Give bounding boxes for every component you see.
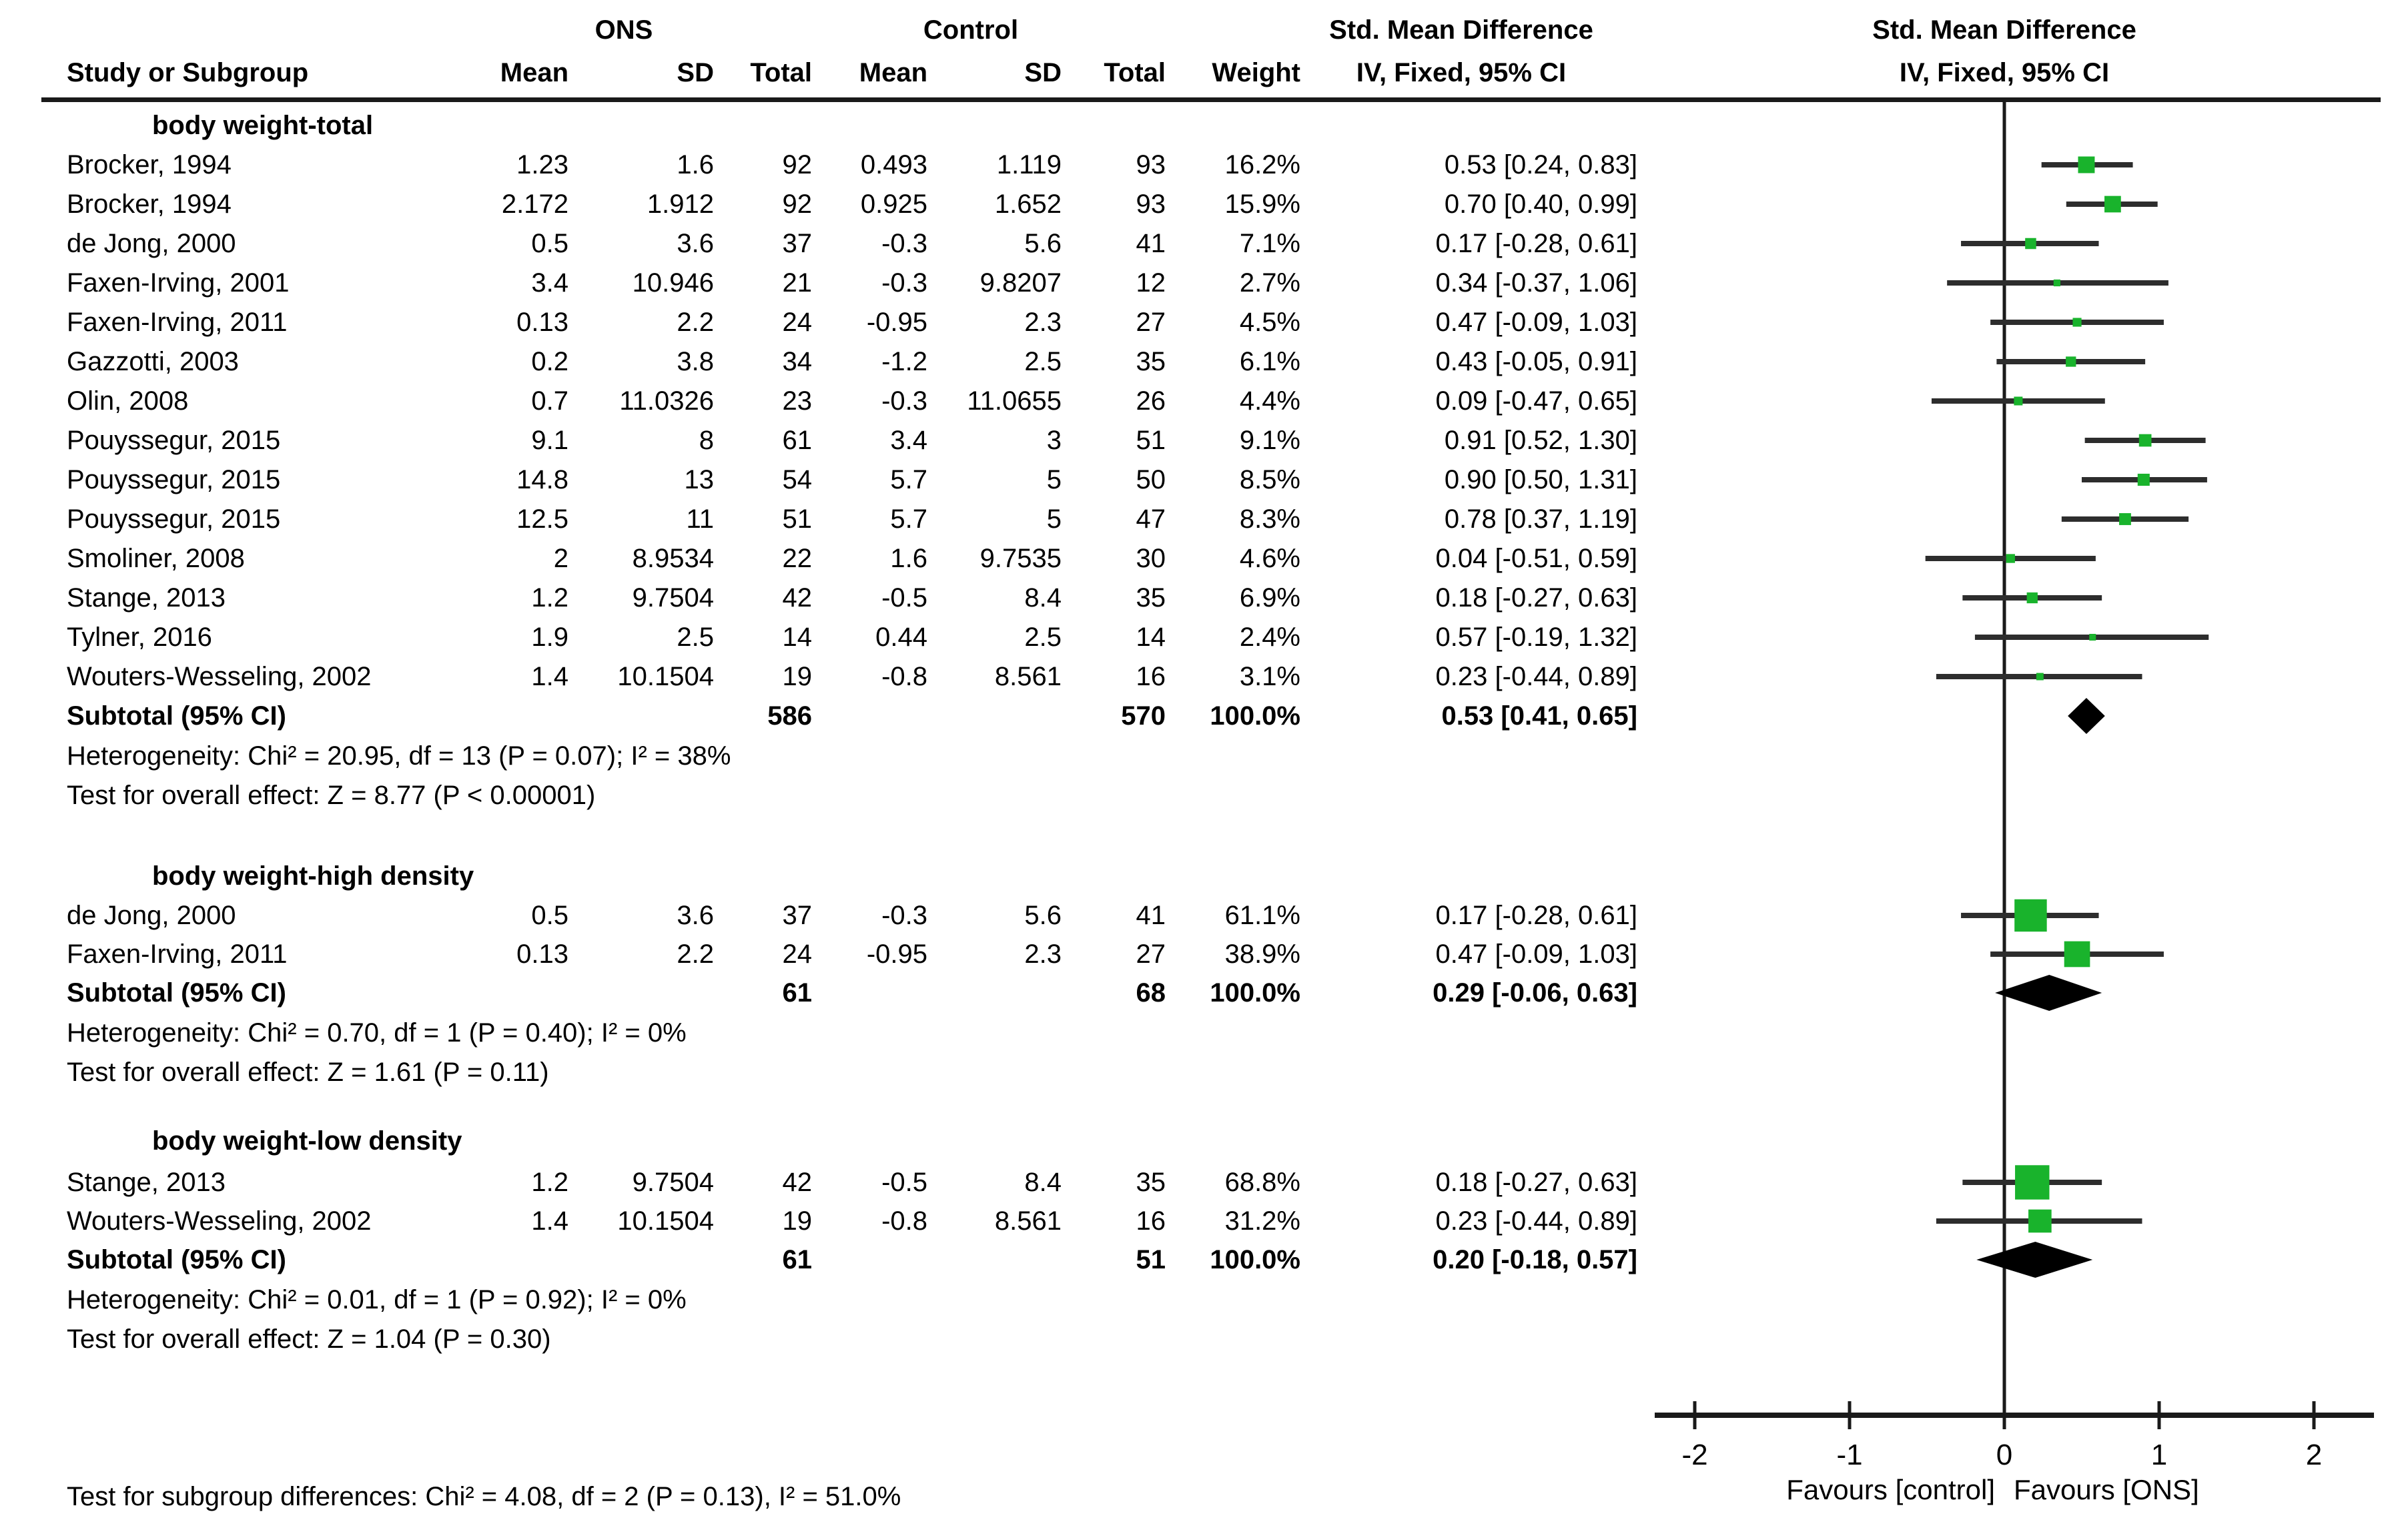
study-label: de Jong, 2000	[67, 229, 236, 258]
weight-value: 9.1%	[1239, 426, 1300, 455]
axis-tick-label: -1	[1836, 1439, 1863, 1471]
subtotal-label: Subtotal (95% CI)	[67, 701, 286, 731]
effect-square	[2064, 941, 2090, 968]
ons_mean-value: 2	[553, 544, 568, 573]
ctrl_mean-value: -0.3	[881, 268, 927, 298]
subtotal-control-total: 570	[1121, 701, 1166, 731]
ons-mean-header: Mean	[500, 58, 568, 87]
ons_sd-value: 11.0326	[619, 386, 714, 416]
ons_mean-value: 14.8	[516, 465, 568, 494]
ctrl_mean-value: 0.493	[860, 150, 927, 179]
heterogeneity-text: Heterogeneity: Chi² = 0.01, df = 1 (P = 0.92); I² = 0%	[67, 1285, 687, 1314]
ons_mean-value: 2.172	[501, 189, 568, 219]
study-column-header: Study or Subgroup	[67, 58, 309, 87]
ons_total-value: 34	[782, 347, 812, 376]
weight-value: 68.8%	[1224, 1168, 1300, 1197]
effect-square	[2066, 356, 2076, 366]
ctrl_mean-value: 0.44	[875, 623, 927, 652]
column-group-ons-label: ONS	[594, 15, 653, 45]
effect-square	[2014, 899, 2046, 931]
ctrl_total-value: 35	[1136, 1168, 1166, 1197]
ctrl_total-value: 27	[1136, 308, 1166, 337]
ons_sd-value: 11	[686, 504, 714, 534]
axis-tick-label: 0	[1996, 1439, 2013, 1471]
subtotal-ci-text: 0.29 [-0.06, 0.63]	[1433, 978, 1637, 1008]
weight-value: 3.1%	[1239, 662, 1300, 691]
ci-text: 0.17 [-0.28, 0.61]	[1435, 229, 1637, 258]
ctrl_sd-value: 2.5	[1024, 623, 1062, 652]
ci-text: 0.70 [0.40, 0.99]	[1444, 189, 1637, 219]
ctrl_mean-value: 3.4	[890, 426, 927, 455]
subtotal-diamond	[2068, 698, 2105, 734]
heterogeneity-text: Heterogeneity: Chi² = 0.70, df = 1 (P = 0.40); I² = 0%	[67, 1018, 687, 1048]
ctrl_total-value: 35	[1136, 347, 1166, 376]
subgroup-header: body weight-low density	[152, 1126, 462, 1156]
favours-ons-label: Favours [ONS]	[2014, 1474, 2199, 1505]
ons-sd-header: SD	[677, 58, 714, 87]
ons_mean-value: 0.5	[531, 229, 568, 258]
subgroup-header: body weight-total	[152, 111, 374, 140]
ctrl_mean-value: -0.3	[881, 901, 927, 930]
heterogeneity-text: Heterogeneity: Chi² = 20.95, df = 13 (P = 0.07); I² = 38%	[67, 741, 731, 771]
ci-text: 0.47 [-0.09, 1.03]	[1435, 308, 1637, 337]
effect-square	[2104, 196, 2121, 213]
study-label: Stange, 2013	[67, 583, 226, 613]
overall-effect-text: Test for overall effect: Z = 1.04 (P = 0.30)	[67, 1324, 551, 1354]
ons_total-value: 37	[782, 229, 812, 258]
effect-square	[2072, 318, 2081, 326]
ctrl_mean-value: -0.5	[881, 1168, 927, 1197]
favours-control-label: Favours [control]	[1786, 1474, 1995, 1505]
subtotal-label: Subtotal (95% CI)	[67, 978, 286, 1008]
ons_total-value: 92	[782, 189, 812, 219]
ons_sd-value: 10.946	[632, 268, 714, 298]
ons_mean-value: 1.4	[531, 662, 568, 691]
subtotal-diamond	[1976, 1242, 2092, 1278]
effect-square	[2139, 434, 2152, 447]
ctrl_mean-value: 5.7	[890, 465, 927, 494]
axis-tick-label: -2	[1681, 1439, 1708, 1471]
ci-text: 0.53 [0.24, 0.83]	[1444, 150, 1637, 179]
weight-value: 6.1%	[1239, 347, 1300, 376]
effect-square	[2025, 238, 2036, 250]
control-sd-header: SD	[1024, 58, 1062, 87]
ons_sd-value: 2.2	[677, 308, 714, 337]
ons_sd-value: 10.1504	[617, 662, 714, 691]
ons_sd-value: 2.5	[677, 623, 714, 652]
ctrl_total-value: 14	[1136, 623, 1166, 652]
effect-square	[2006, 554, 2015, 562]
ons-total-header: Total	[750, 58, 812, 87]
weight-value: 4.4%	[1239, 386, 1300, 416]
subgroup-differences-test: Test for subgroup differences: Chi² = 4.08, df = 2 (P = 0.13), I² = 51.0%	[67, 1482, 901, 1511]
study-label: Pouyssegur, 2015	[67, 426, 281, 455]
ci-text: 0.23 [-0.44, 0.89]	[1435, 1206, 1637, 1236]
ons_mean-value: 0.2	[531, 347, 568, 376]
ci-text: 0.17 [-0.28, 0.61]	[1435, 901, 1637, 930]
effect-square	[2138, 474, 2150, 486]
ctrl_sd-value: 5.6	[1024, 229, 1062, 258]
ctrl_mean-value: -0.8	[881, 662, 927, 691]
ctrl_mean-value: -0.8	[881, 1206, 927, 1236]
ons_total-value: 14	[782, 623, 812, 652]
effect-square	[2015, 1165, 2049, 1199]
study-label: de Jong, 2000	[67, 901, 236, 930]
axis-tick-label: 1	[2150, 1439, 2168, 1471]
smd-header-right: Std. Mean Difference	[1872, 15, 2136, 45]
ctrl_mean-value: -0.5	[881, 583, 927, 613]
subtotal-ons-total: 61	[782, 1245, 812, 1274]
method-header-right: IV, Fixed, 95% CI	[1899, 58, 2110, 87]
ons_total-value: 61	[782, 426, 812, 455]
ons_total-value: 92	[782, 150, 812, 179]
ctrl_sd-value: 1.119	[996, 150, 1062, 179]
ctrl_sd-value: 9.7535	[979, 544, 1062, 573]
ctrl_total-value: 93	[1136, 150, 1166, 179]
ons_total-value: 19	[782, 1206, 812, 1236]
ci-text: 0.47 [-0.09, 1.03]	[1435, 939, 1637, 969]
ctrl_sd-value: 2.3	[1024, 939, 1062, 969]
weight-value: 31.2%	[1224, 1206, 1300, 1236]
ons_total-value: 54	[782, 465, 812, 494]
ctrl_sd-value: 8.561	[994, 662, 1062, 691]
ctrl_mean-value: 1.6	[890, 544, 927, 573]
ci-text: 0.18 [-0.27, 0.63]	[1435, 1168, 1637, 1197]
ctrl_total-value: 16	[1136, 1206, 1166, 1236]
ons_total-value: 24	[782, 308, 812, 337]
ons_mean-value: 9.1	[531, 426, 568, 455]
ctrl_mean-value: -0.95	[866, 939, 927, 969]
ons_mean-value: 0.13	[516, 308, 568, 337]
weight-value: 38.9%	[1224, 939, 1300, 969]
ctrl_mean-value: -1.2	[881, 347, 927, 376]
subtotal-ons-total: 61	[782, 978, 812, 1008]
ctrl_total-value: 12	[1136, 268, 1166, 298]
ons_mean-value: 0.5	[531, 901, 568, 930]
weight-value: 4.5%	[1239, 308, 1300, 337]
ctrl_total-value: 27	[1136, 939, 1166, 969]
study-label: Pouyssegur, 2015	[67, 465, 281, 494]
ctrl_mean-value: 0.925	[860, 189, 927, 219]
weight-value: 2.7%	[1239, 268, 1300, 298]
ctrl_sd-value: 2.3	[1024, 308, 1062, 337]
subtotal-weight: 100.0%	[1210, 978, 1300, 1008]
ons_total-value: 37	[782, 901, 812, 930]
ctrl_total-value: 51	[1136, 426, 1166, 455]
weight-value: 8.3%	[1239, 504, 1300, 534]
ons_sd-value: 8	[699, 426, 714, 455]
weight-value: 15.9%	[1224, 189, 1300, 219]
weight-value: 61.1%	[1224, 901, 1300, 930]
ons_mean-value: 3.4	[531, 268, 568, 298]
ctrl_total-value: 93	[1136, 189, 1166, 219]
subtotal-ci-text: 0.20 [-0.18, 0.57]	[1433, 1245, 1637, 1274]
ons_mean-value: 1.9	[531, 623, 568, 652]
ci-text: 0.91 [0.52, 1.30]	[1444, 426, 1637, 455]
study-label: Smoliner, 2008	[67, 544, 245, 573]
ons_sd-value: 8.9534	[632, 544, 714, 573]
ctrl_sd-value: 3	[1046, 426, 1062, 455]
study-label: Faxen-Irving, 2001	[67, 268, 290, 298]
ci-text: 0.23 [-0.44, 0.89]	[1435, 662, 1637, 691]
ctrl_mean-value: -0.95	[866, 308, 927, 337]
subtotal-ons-total: 586	[767, 701, 812, 731]
smd-header-left: Std. Mean Difference	[1329, 15, 1593, 45]
study-label: Olin, 2008	[67, 386, 189, 416]
overall-effect-text: Test for overall effect: Z = 1.61 (P = 0.11)	[67, 1058, 549, 1087]
subtotal-weight: 100.0%	[1210, 701, 1300, 731]
ons_sd-value: 3.8	[677, 347, 714, 376]
ons_total-value: 51	[782, 504, 812, 534]
method-header-left: IV, Fixed, 95% CI	[1356, 58, 1567, 87]
ctrl_total-value: 26	[1136, 386, 1166, 416]
ctrl_total-value: 35	[1136, 583, 1166, 613]
ctrl_mean-value: -0.3	[881, 386, 927, 416]
ons_sd-value: 13	[684, 465, 714, 494]
ons_mean-value: 1.2	[531, 583, 568, 613]
effect-square	[2078, 157, 2094, 173]
subtotal-label: Subtotal (95% CI)	[67, 1245, 286, 1274]
axis-tick-label: 2	[2305, 1439, 2323, 1471]
ons_sd-value: 1.912	[647, 189, 714, 219]
ons_mean-value: 0.7	[531, 386, 568, 416]
ons_sd-value: 3.6	[677, 901, 714, 930]
study-label: Faxen-Irving, 2011	[67, 308, 288, 337]
ctrl_total-value: 50	[1136, 465, 1166, 494]
effect-square	[2119, 513, 2131, 525]
study-label: Wouters-Wesseling, 2002	[67, 1206, 372, 1236]
weight-value: 8.5%	[1239, 465, 1300, 494]
control-total-header: Total	[1104, 58, 1166, 87]
ci-text: 0.90 [0.50, 1.31]	[1444, 465, 1637, 494]
ctrl_sd-value: 5	[1046, 504, 1062, 534]
weight-value: 6.9%	[1239, 583, 1300, 613]
ons_total-value: 42	[782, 583, 812, 613]
ons_mean-value: 1.4	[531, 1206, 568, 1236]
ctrl_total-value: 47	[1136, 504, 1166, 534]
ci-text: 0.04 [-0.51, 0.59]	[1435, 544, 1637, 573]
ctrl_total-value: 30	[1136, 544, 1166, 573]
ons_mean-value: 12.5	[516, 504, 568, 534]
ctrl_sd-value: 8.4	[1024, 1168, 1062, 1197]
study-label: Gazzotti, 2003	[67, 347, 239, 376]
ci-text: 0.78 [0.37, 1.19]	[1444, 504, 1637, 534]
ctrl_total-value: 41	[1136, 229, 1166, 258]
ons_sd-value: 3.6	[677, 229, 714, 258]
effect-square	[2089, 634, 2096, 641]
ctrl_total-value: 41	[1136, 901, 1166, 930]
effect-square	[2036, 673, 2044, 681]
ci-text: 0.34 [-0.37, 1.06]	[1435, 268, 1637, 298]
ctrl_sd-value: 11.0655	[967, 386, 1062, 416]
ons_sd-value: 1.6	[677, 150, 714, 179]
ons_total-value: 22	[782, 544, 812, 573]
ons_mean-value: 1.2	[531, 1168, 568, 1197]
ctrl_sd-value: 9.8207	[979, 268, 1062, 298]
subtotal-control-total: 51	[1136, 1245, 1166, 1274]
subtotal-weight: 100.0%	[1210, 1245, 1300, 1274]
overall-effect-text: Test for overall effect: Z = 8.77 (P < 0.00001)	[67, 781, 596, 810]
weight-value: 2.4%	[1239, 623, 1300, 652]
ctrl_sd-value: 8.4	[1024, 583, 1062, 613]
ctrl_sd-value: 5.6	[1024, 901, 1062, 930]
ons_mean-value: 0.13	[516, 939, 568, 969]
study-label: Wouters-Wesseling, 2002	[67, 662, 372, 691]
weight-value: 16.2%	[1224, 150, 1300, 179]
study-label: Stange, 2013	[67, 1168, 226, 1197]
ci-text: 0.09 [-0.47, 0.65]	[1435, 386, 1637, 416]
ctrl_sd-value: 1.652	[994, 189, 1062, 219]
column-group-control-label: Control	[923, 15, 1019, 45]
study-label: Tylner, 2016	[67, 623, 212, 652]
ons_sd-value: 9.7504	[632, 1168, 714, 1197]
ons_mean-value: 1.23	[516, 150, 568, 179]
ons_sd-value: 10.1504	[617, 1206, 714, 1236]
study-label: Brocker, 1994	[67, 150, 232, 179]
effect-square	[2054, 280, 2060, 286]
ctrl_sd-value: 8.561	[994, 1206, 1062, 1236]
weight-column-header: Weight	[1212, 58, 1300, 87]
effect-square	[2028, 1210, 2052, 1233]
subgroup-header: body weight-high density	[152, 861, 474, 891]
weight-value: 7.1%	[1239, 229, 1300, 258]
study-label: Faxen-Irving, 2011	[67, 939, 288, 969]
subtotal-ci-text: 0.53 [0.41, 0.65]	[1441, 701, 1637, 731]
ons_total-value: 24	[782, 939, 812, 969]
ctrl_mean-value: 5.7	[890, 504, 927, 534]
ons_sd-value: 9.7504	[632, 583, 714, 613]
ci-text: 0.18 [-0.27, 0.63]	[1435, 583, 1637, 613]
ons_total-value: 42	[782, 1168, 812, 1197]
effect-square	[2027, 593, 2038, 603]
ons_total-value: 19	[782, 662, 812, 691]
ctrl_total-value: 16	[1136, 662, 1166, 691]
ons_total-value: 21	[782, 268, 812, 298]
ctrl_sd-value: 2.5	[1024, 347, 1062, 376]
ctrl_mean-value: -0.3	[881, 229, 927, 258]
control-mean-header: Mean	[859, 58, 927, 87]
ci-text: 0.57 [-0.19, 1.32]	[1435, 623, 1637, 652]
effect-square	[2014, 396, 2022, 405]
ctrl_sd-value: 5	[1046, 465, 1062, 494]
ci-text: 0.43 [-0.05, 0.91]	[1435, 347, 1637, 376]
study-label: Brocker, 1994	[67, 189, 232, 219]
ons_total-value: 23	[782, 386, 812, 416]
weight-value: 4.6%	[1239, 544, 1300, 573]
ons_sd-value: 2.2	[677, 939, 714, 969]
subtotal-diamond	[1995, 975, 2102, 1011]
subtotal-control-total: 68	[1136, 978, 1166, 1008]
study-label: Pouyssegur, 2015	[67, 504, 281, 534]
